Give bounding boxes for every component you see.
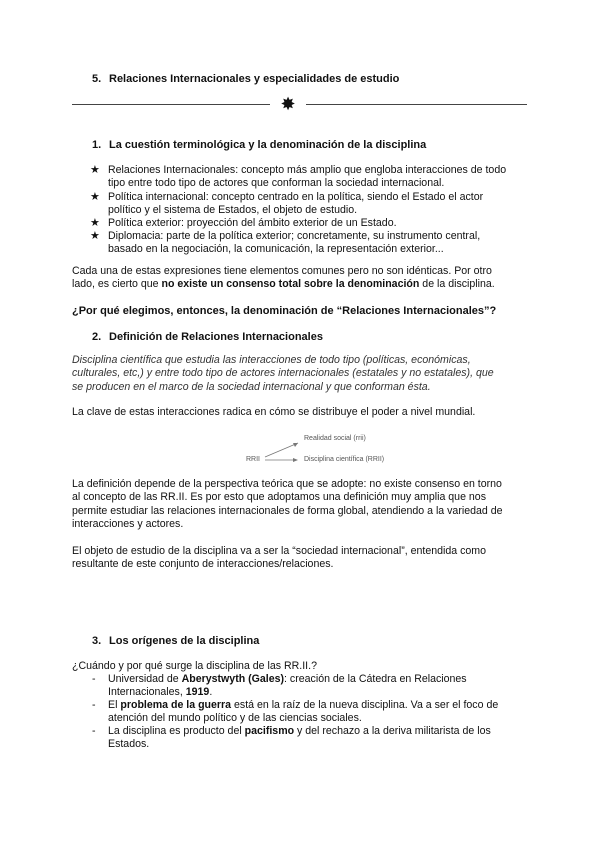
star-bullet-icon: ★ [90,164,100,176]
bullet-item: Relaciones Internacionales: concepto más amplio que engloba interacciones de todo tipo entre todo tipo de actores que conforman la sociedad internacional. [108,164,507,190]
key-sentence: La clave de estas interacciones radica en cómo se distribuye el poder a nivel mundial. [72,406,476,418]
arrow-to-reality [265,443,298,457]
terminology-paragraph: Cada una de estas expresiones tiene elementos comunes pero no son idénticas. Por otro lado, es cierto que no existe un consenso total sobre la denominación de la disciplina. [72,265,495,291]
arrowhead-bottom-icon [293,458,298,462]
list-item: El problema de la guerra está en la raíz de la nueva disciplina. Va a ser el foco de atención del mundo político y de las ciencias sociales. [108,699,499,725]
dash-bullet-icon: - [92,725,96,737]
diagram-bottom-label: Disciplina científica (RRII) [304,456,385,463]
denomination-question: ¿Por qué elegimos, entonces, la denominación de “Relaciones Internacionales”? [72,305,497,317]
definition-paragraph: La definición depende de la perspectiva teórica que se adopte: no existe consenso en torno al concepto de las RR.II. Es por esto que adoptamos una definición muy amplia que nos permite estudiar las relaciones internacionales de forma global, atendiendo a la variedad de interacciones y actores. [72,478,503,531]
asterisk-ornament-icon: ✸ [280,94,296,114]
definition-quote: Disciplina científica que estudia las interacciones de todo tipo (políticas, económicas, culturales, etc,) y entre todo tipo de actores internacionales (estatales y no estatales), que se producen en el marco de la sociedad internacional y que conforman ésta. [72,354,494,393]
bullet-item: Política internacional: concepto centrado en la política, siendo el Estado el actor político y el sistema de Estados, el objeto de estudio. [108,191,484,217]
divider-left-rule [72,104,270,105]
list-item: Universidad de Aberystwyth (Gales): creación de la Cátedra en Relaciones Internacionales, 1919. [108,673,467,699]
section-1-heading: 1. La cuestión terminológica y la denominación de la disciplina [92,139,427,151]
diagram-top-label: Realidad social (rrii) [304,435,366,442]
origins-question: ¿Cuándo y por qué surge la disciplina de las RR.II.? [72,660,317,672]
section-2-heading: 2. Definición de Relaciones Internacionales [92,331,323,343]
dash-bullet-icon: - [92,673,96,685]
page-title: 5. Relaciones Internacionales y especialidades de estudio [92,73,400,85]
diagram-source-label: RRII [246,456,260,463]
bullet-item: Política exterior: proyección del ámbito exterior de un Estado. [108,217,397,229]
list-item: La disciplina es producto del pacifismo y del rechazo a la deriva militarista de los Estados. [108,725,491,751]
divider-right-rule [306,104,527,105]
section-3-heading: 3. Los orígenes de la disciplina [92,635,260,647]
dash-bullet-icon: - [92,699,96,711]
star-bullet-icon: ★ [90,191,100,203]
star-bullet-icon: ★ [90,217,100,229]
bullet-item: Diplomacia: parte de la política exterior; concretamente, su instrumento central, basado en la negociación, la comunicación, la representación exterior... [108,230,481,256]
rrii-diagram [246,430,406,470]
star-bullet-icon: ★ [90,230,100,242]
object-paragraph: El objeto de estudio de la disciplina va a ser la “sociedad internacional”, entendida como resultante de este conjunto de interacciones/relaciones. [72,545,486,571]
